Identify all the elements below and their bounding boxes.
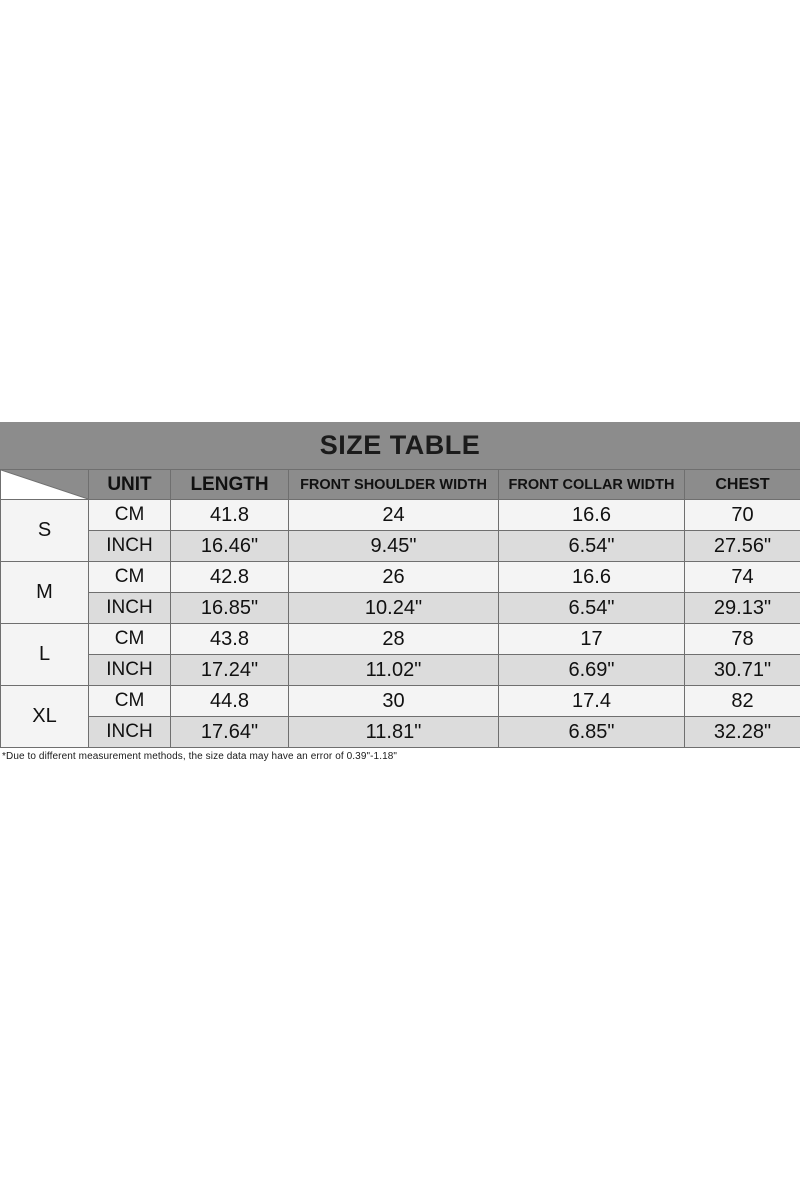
cell-length: 42.8 bbox=[171, 562, 289, 593]
header-chest: CHEST bbox=[685, 470, 800, 500]
size-label: XL bbox=[1, 686, 89, 748]
unit-label-inch: INCH bbox=[89, 655, 171, 686]
cell-front-shoulder-width: 11.81" bbox=[289, 717, 499, 748]
cell-front-collar-width: 16.6 bbox=[499, 500, 685, 531]
cell-chest: 78 bbox=[685, 624, 800, 655]
table-row bbox=[1, 717, 800, 748]
cell-chest: 30.71" bbox=[685, 655, 800, 686]
cell-front-shoulder-width: 11.02" bbox=[289, 655, 499, 686]
table-row bbox=[1, 624, 800, 655]
header-front-collar-width: FRONT COLLAR WIDTH bbox=[499, 470, 685, 500]
size-table bbox=[0, 469, 800, 748]
table-row bbox=[1, 686, 800, 717]
cell-length: 41.8 bbox=[171, 500, 289, 531]
cell-chest: 27.56" bbox=[685, 531, 800, 562]
measurement-footnote: *Due to different measurement methods, the size data may have an error of 0.39"-1.18" bbox=[0, 748, 800, 762]
cell-front-shoulder-width: 10.24" bbox=[289, 593, 499, 624]
cell-length: 17.24" bbox=[171, 655, 289, 686]
cell-front-collar-width: 6.85" bbox=[499, 717, 685, 748]
size-label: S bbox=[1, 500, 89, 562]
cell-length: 16.85" bbox=[171, 593, 289, 624]
cell-chest: 70 bbox=[685, 500, 800, 531]
cell-front-shoulder-width: 28 bbox=[289, 624, 499, 655]
table-row bbox=[1, 655, 800, 686]
unit-label-inch: INCH bbox=[89, 593, 171, 624]
cell-front-collar-width: 6.69" bbox=[499, 655, 685, 686]
unit-label-cm: CM bbox=[89, 500, 171, 531]
cell-chest: 29.13" bbox=[685, 593, 800, 624]
cell-length: 16.46" bbox=[171, 531, 289, 562]
cell-front-shoulder-width: 30 bbox=[289, 686, 499, 717]
cell-front-collar-width: 16.6 bbox=[499, 562, 685, 593]
table-row bbox=[1, 500, 800, 531]
diagonal-divider-icon bbox=[1, 470, 88, 499]
size-label: L bbox=[1, 624, 89, 686]
cell-chest: 82 bbox=[685, 686, 800, 717]
cell-chest: 74 bbox=[685, 562, 800, 593]
cell-front-shoulder-width: 24 bbox=[289, 500, 499, 531]
table-header-row bbox=[1, 470, 800, 500]
table-row bbox=[1, 593, 800, 624]
table-row bbox=[1, 562, 800, 593]
cell-length: 17.64" bbox=[171, 717, 289, 748]
size-table-block bbox=[0, 422, 800, 762]
unit-label-cm: CM bbox=[89, 562, 171, 593]
cell-front-collar-width: 6.54" bbox=[499, 593, 685, 624]
cell-length: 43.8 bbox=[171, 624, 289, 655]
header-unit: UNIT bbox=[89, 470, 171, 500]
unit-label-inch: INCH bbox=[89, 717, 171, 748]
header-length: LENGTH bbox=[171, 470, 289, 500]
size-table-title-bar bbox=[0, 422, 800, 469]
cell-front-shoulder-width: 26 bbox=[289, 562, 499, 593]
cell-chest: 32.28" bbox=[685, 717, 800, 748]
unit-label-cm: CM bbox=[89, 624, 171, 655]
cell-front-collar-width: 6.54" bbox=[499, 531, 685, 562]
corner-cell bbox=[1, 470, 89, 500]
header-front-shoulder-width: FRONT SHOULDER WIDTH bbox=[289, 470, 499, 500]
unit-label-cm: CM bbox=[89, 686, 171, 717]
unit-label-inch: INCH bbox=[89, 531, 171, 562]
cell-front-collar-width: 17 bbox=[499, 624, 685, 655]
cell-front-shoulder-width: 9.45" bbox=[289, 531, 499, 562]
cell-length: 44.8 bbox=[171, 686, 289, 717]
table-row bbox=[1, 531, 800, 562]
size-label: M bbox=[1, 562, 89, 624]
page-title: SIZE TABLE bbox=[319, 430, 481, 460]
cell-front-collar-width: 17.4 bbox=[499, 686, 685, 717]
